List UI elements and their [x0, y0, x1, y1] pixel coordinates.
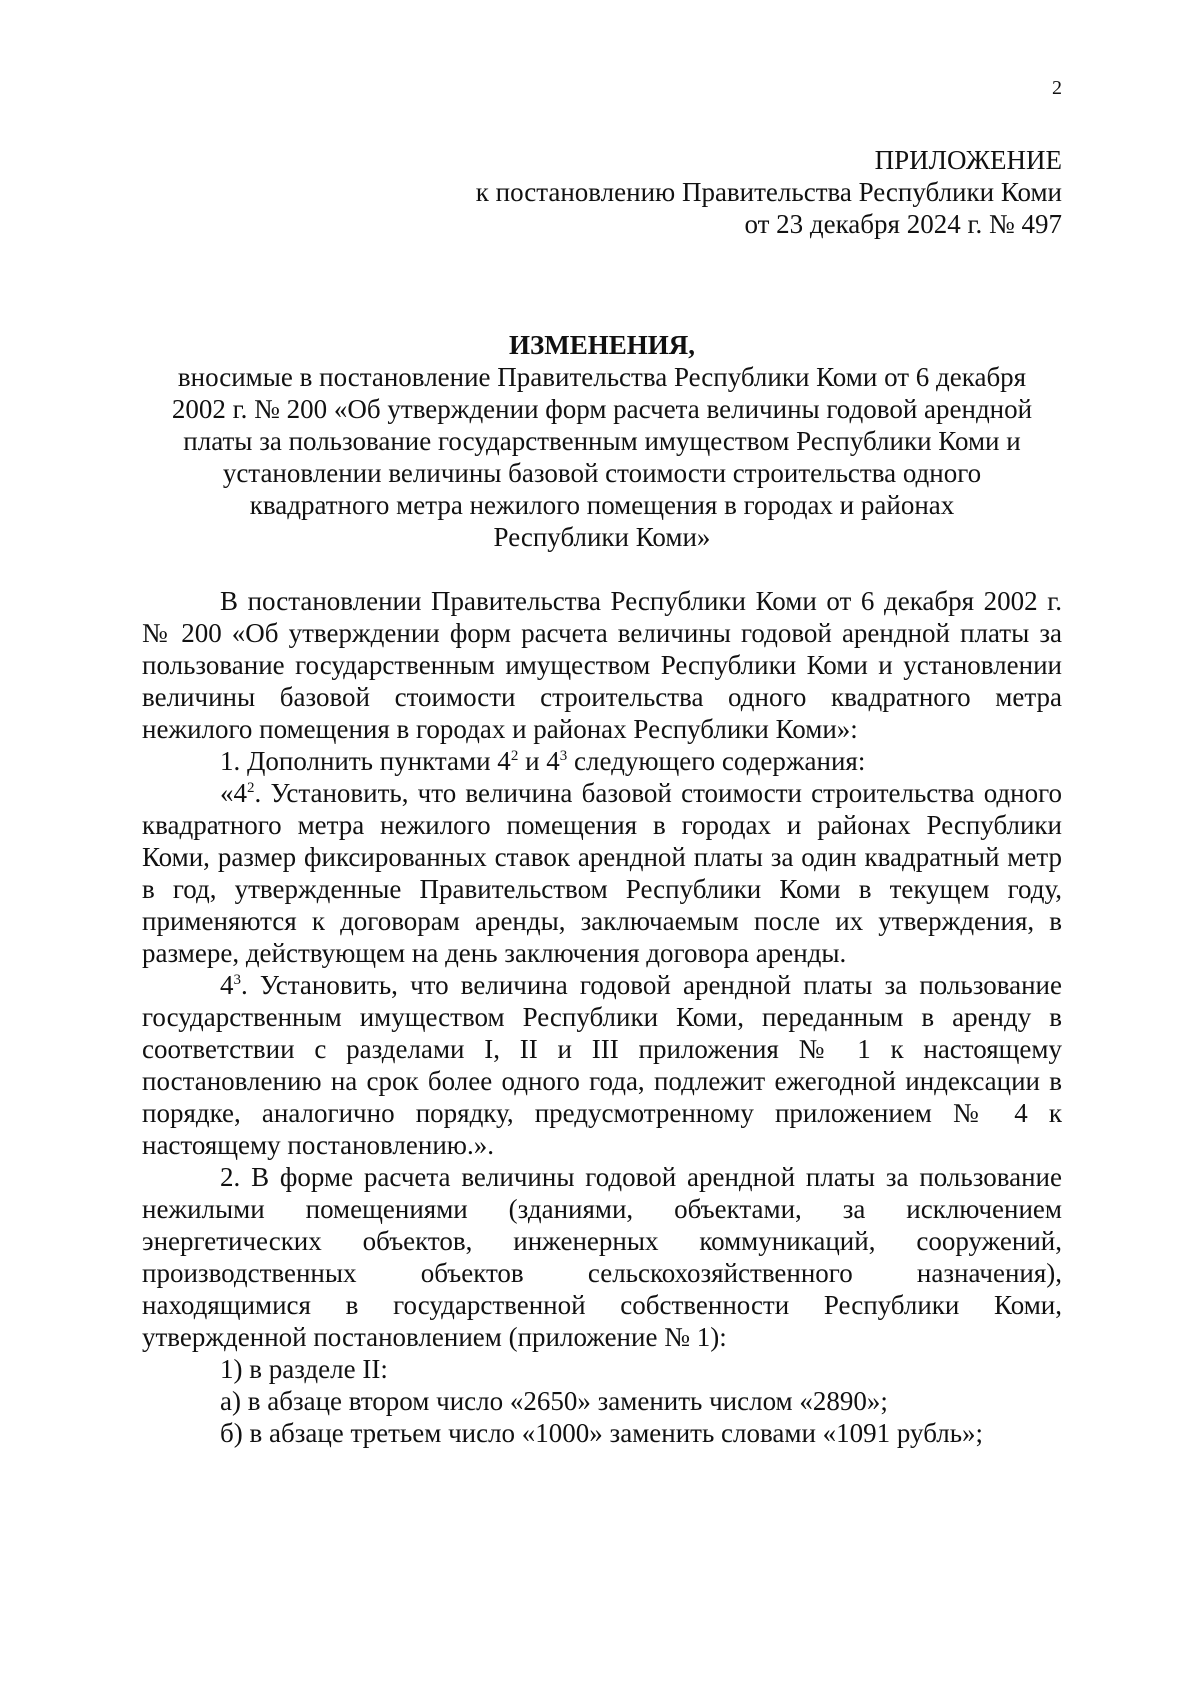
title-line: вносимые в постановление Правительства Республики Коми от 6 декабря	[177, 362, 1027, 392]
appendix-header	[362, 144, 1062, 240]
subitem-1b-paragraph: б) в абзаце третьем число «1000» заменить словами «1091 рубль»;	[220, 1418, 984, 1448]
title-line: Республики Коми»	[493, 522, 711, 552]
point-4-2-paragraph	[142, 777, 1062, 969]
title-line: 2002 г. № 200 «Об утверждении форм расчета величины годовой арендной	[171, 394, 1033, 424]
title-heading: ИЗМЕНЕНИЯ,	[508, 330, 695, 360]
item-1-text-b: и 4	[518, 746, 560, 776]
item-1-superscript: 2	[510, 748, 519, 764]
point-4-2-number: «4	[220, 778, 247, 808]
subitem-1a-paragraph: а) в абзаце втором число «2650» заменить числом «2890»;	[220, 1386, 888, 1416]
title-line: квадратного метра нежилого помещения в городах и районах	[249, 490, 955, 520]
point-4-2-text: . Установить, что величина базовой стоимости строительства одного квадратного метра нежилого помещения в городах и районах Республики Коми, размер фиксированных ставок арендной платы за один квадратный метр в год, утвержденные Правительством Республики Коми в текущем году, применяются к договорам аренды, заключаемым после их утверждения, в размере, действующем на день заключения договора аренды.	[142, 778, 1062, 968]
item-1-text-a: 1. Дополнить пунктами 4	[220, 746, 511, 776]
document-title	[142, 329, 1062, 553]
point-4-3-text: . Установить, что величина годовой арендной платы за пользование государственным имуществом Республики Коми, переданным в аренду в соответствии с разделами I, II и III приложения № 1 к настоящему постановлению на срок более одного года, подлежит ежегодной индексации в порядке, аналогично порядку, предусмотренному приложением № 4 к настоящему постановлению.».	[142, 970, 1062, 1160]
point-4-3-number: 4	[220, 970, 234, 1000]
item-1-text-c: следующего содержания:	[567, 746, 866, 776]
document-body	[142, 585, 1062, 1449]
appendix-reference: к постановлению Правительства Республики Коми	[475, 177, 1062, 207]
point-4-3-paragraph	[142, 969, 1062, 1161]
subitem-1-paragraph: 1) в разделе II:	[220, 1354, 388, 1384]
title-line: установлении величины базовой стоимости строительства одного	[222, 458, 982, 488]
item-1-superscript: 3	[559, 748, 568, 764]
item-2-paragraph: 2. В форме расчета величины годовой арендной платы за пользование нежилыми помещениями (зданиями, объектами, за исключением энергетических объектов, инженерных коммуникаций, сооружений, производственных объектов сельскохозяйственного назначения), находящимися в государственной собственности Республики Коми, утвержденной постановлением (приложение № 1):	[142, 1162, 1062, 1352]
point-4-3-superscript: 3	[233, 972, 241, 988]
title-line: платы за пользование государственным имуществом Республики Коми и	[183, 426, 1021, 456]
page-number: 2	[1052, 77, 1062, 99]
item-1-paragraph	[142, 745, 1062, 777]
appendix-date-number: от 23 декабря 2024 г. № 497	[744, 209, 1062, 239]
appendix-label: ПРИЛОЖЕНИЕ	[874, 145, 1062, 175]
intro-paragraph: В постановлении Правительства Республики Коми от 6 декабря 2002 г. № 200 «Об утверждении форм расчета величины годовой арендной платы за пользование государственным имуществом Республики Коми и установлении величины базовой стоимости строительства одного квадратного метра нежилого помещения в городах и районах Республики Коми»:	[142, 586, 1062, 744]
point-4-2-superscript: 2	[247, 780, 255, 796]
